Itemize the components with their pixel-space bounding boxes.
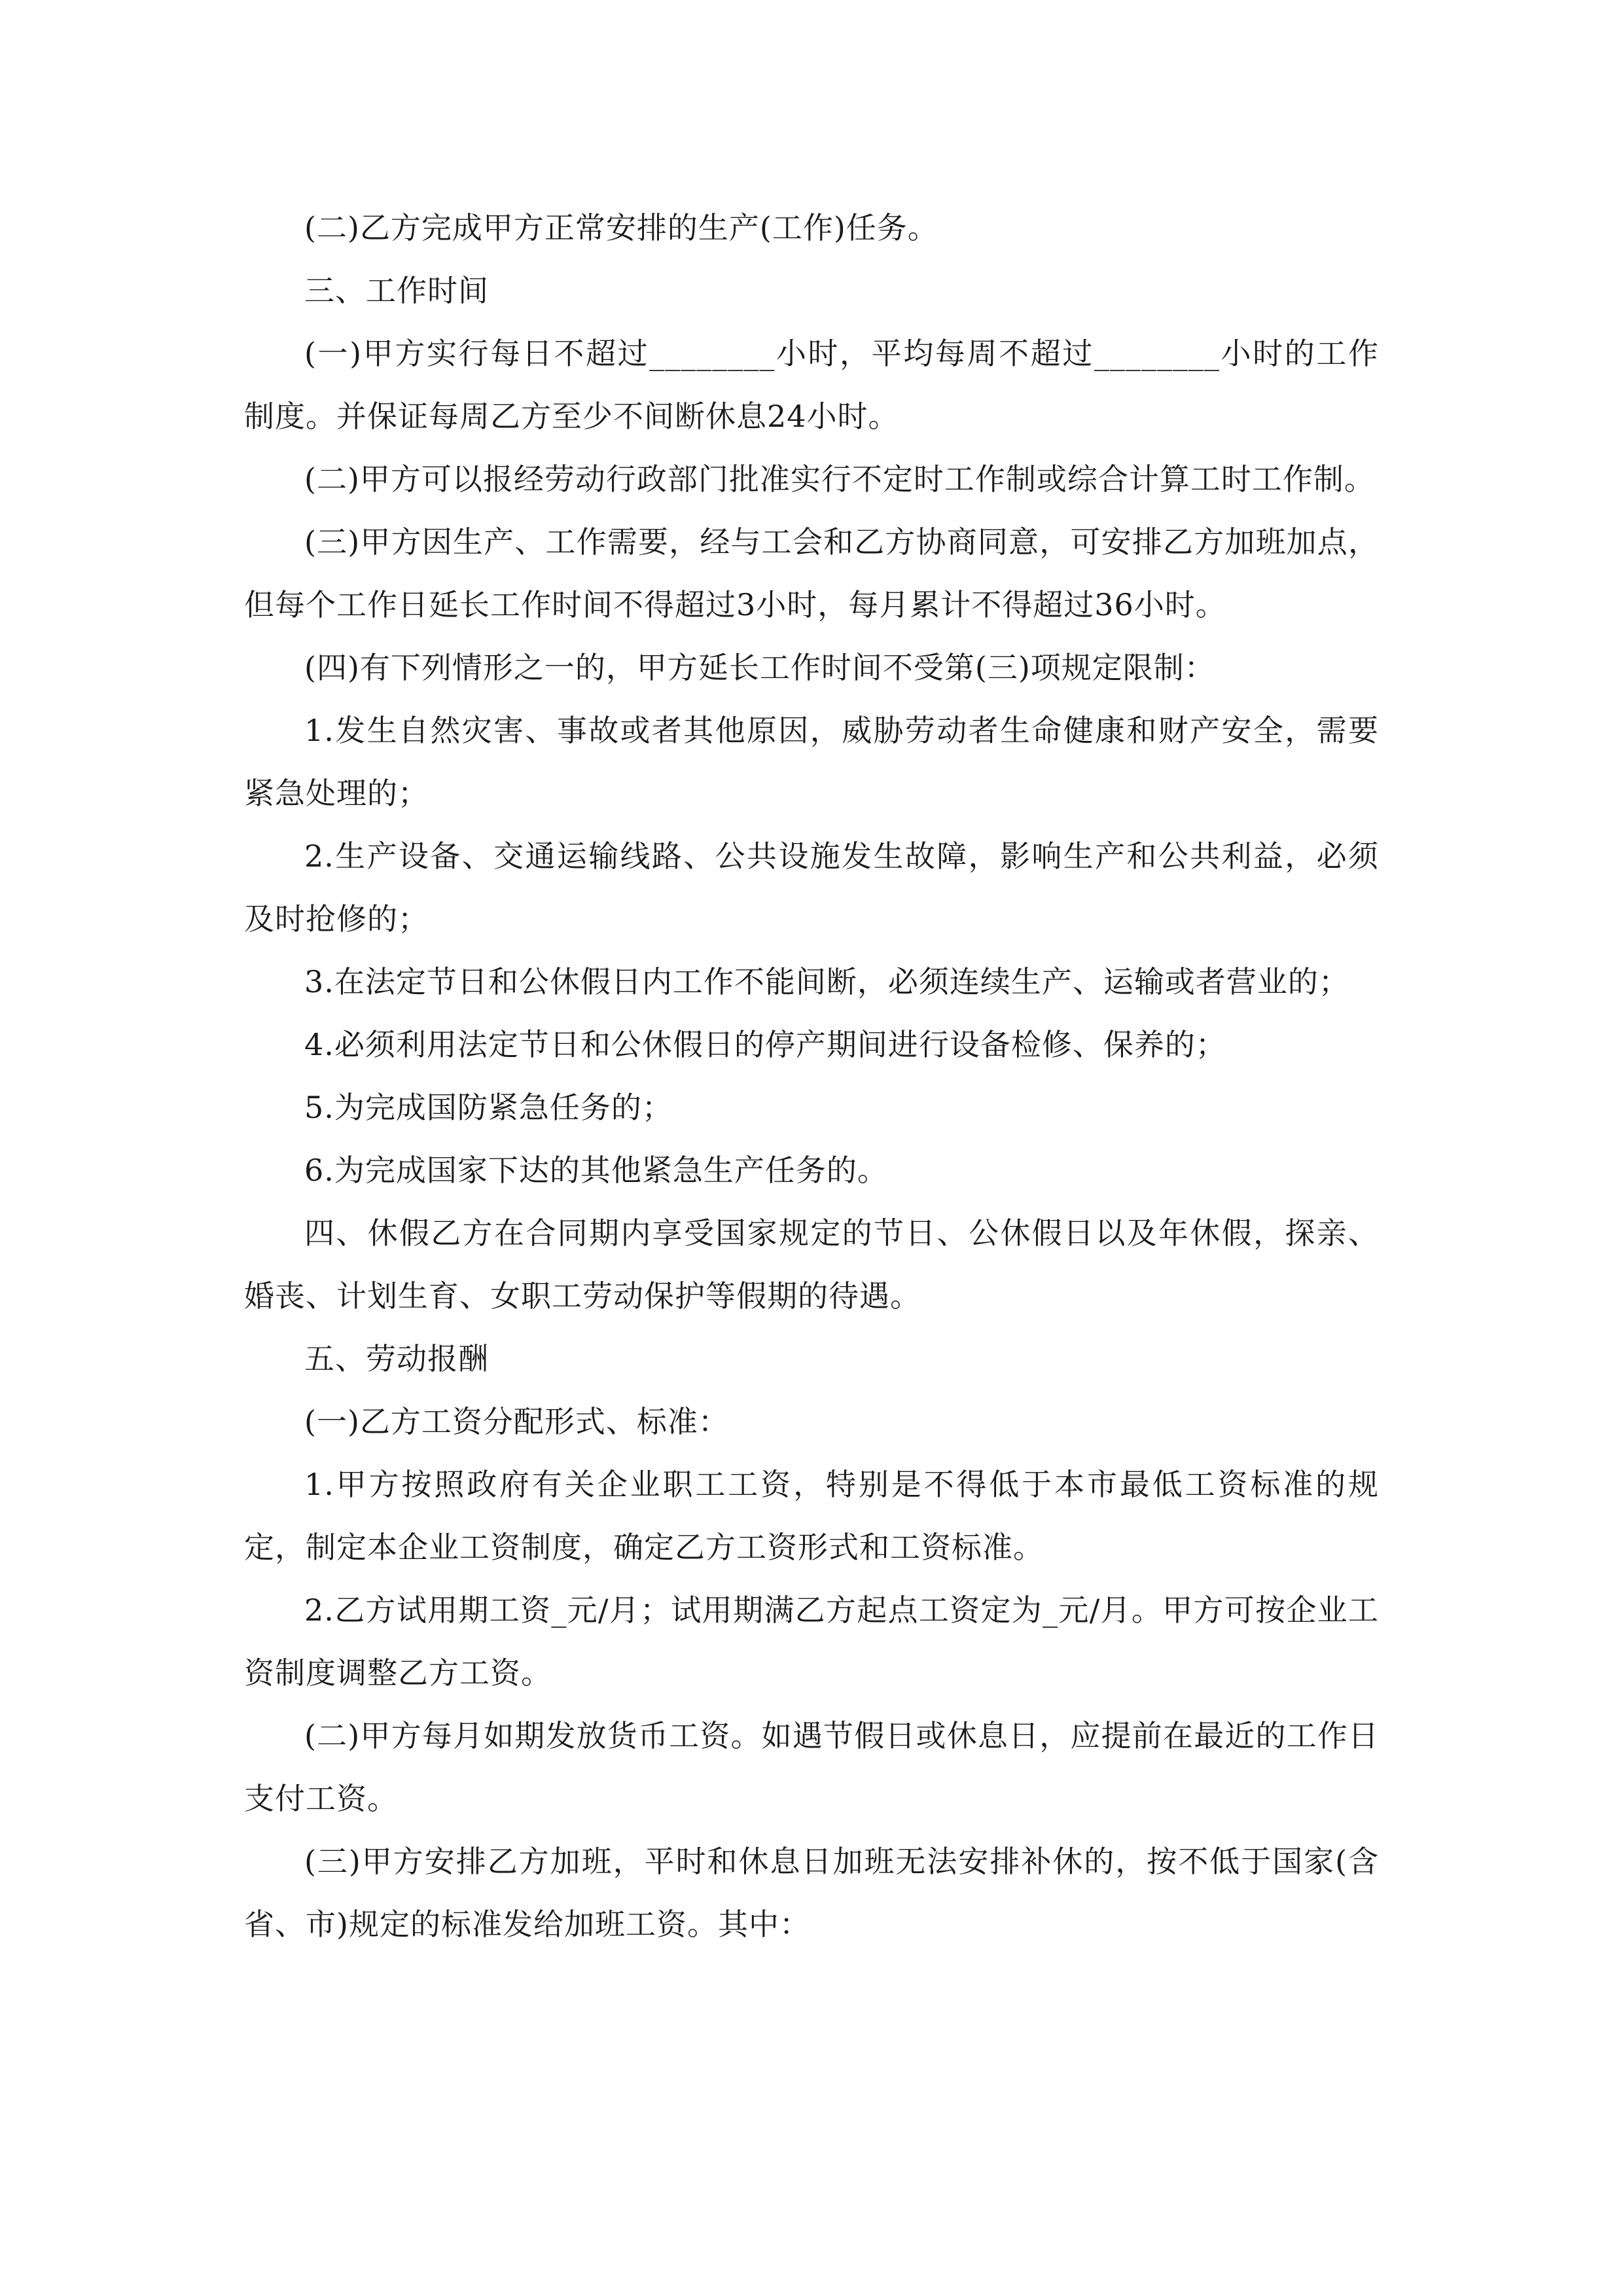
list-item-exception-4: 4.必须利用法定节日和公休假日的停产期间进行设备检修、保养的； <box>304 1027 1226 1062</box>
list-item-exception-3: 3.在法定节日和公休假日内工作不能间断，必须连续生产、运输或者营业的； <box>304 964 1349 999</box>
paragraph-monthly-payment: (二)甲方每月如期发放货币工资。如遇节假日或休息日，应提前在最近的工作日支付工资。 <box>244 1718 1379 1816</box>
paragraph-overtime-exceptions: (四)有下列情形之一的，甲方延长工作时间不受第(三)项规定限制： <box>304 650 1215 685</box>
list-item-exception-1: 1.发生自然灾害、事故或者其他原因，威胁劳动者生命健康和财产安全，需要紧急处理的； <box>244 713 1379 811</box>
section-heading-remuneration: 五、劳动报酬 <box>304 1341 489 1376</box>
list-item-exception-5: 5.为完成国防紧急任务的； <box>304 1090 673 1125</box>
paragraph-overtime-pay: (三)甲方安排乙方加班，平时和休息日加班无法安排补休的，按不低于国家(含省、市)规定的标准发给加班工资。其中： <box>244 1844 1379 1942</box>
list-item-salary-1: 1.甲方按照政府有关企业职工工资，特别是不得低于本市最低工资标准的规定，制定本企业工资制度，确定乙方工资形式和工资标准。 <box>244 1467 1379 1565</box>
section-heading-working-hours: 三、工作时间 <box>304 273 489 308</box>
list-item-salary-2: 2.乙方试用期工资_元/月；试用期满乙方起点工资定为_元/月。甲方可按企业工资制度调整乙方工资。 <box>244 1592 1379 1691</box>
list-item-exception-2: 2.生产设备、交通运输线路、公共设施发生故障，影响生产和公共利益，必须及时抢修的； <box>244 838 1379 937</box>
paragraph-flexible-hours: (二)甲方可以报经劳动行政部门批准实行不定时工作制或综合计算工时工作制。 <box>304 461 1375 497</box>
paragraph-salary-form: (一)乙方工资分配形式、标准： <box>304 1404 729 1439</box>
paragraph-task-completion: (二)乙方完成甲方正常安排的生产(工作)任务。 <box>304 210 938 245</box>
paragraph-daily-hours: (一)甲方实行每日不超过________小时，平均每周不超过________小时的工作制度。并保证每周乙方至少不间断休息24小时。 <box>244 336 1379 434</box>
list-item-exception-6: 6.为完成国家下达的其他紧急生产任务的。 <box>304 1153 888 1188</box>
paragraph-overtime-limits: (三)甲方因生产、工作需要，经与工会和乙方协商同意，可安排乙方加班加点，但每个工作日延长工作时间不得超过3小时，每月累计不得超过36小时。 <box>244 524 1379 622</box>
document-body <box>244 196 1379 1956</box>
section-heading-leave: 四、休假乙方在合同期内享受国家规定的节日、公休假日以及年休假，探亲、婚丧、计划生育、女职工劳动保护等假期的待遇。 <box>244 1215 1379 1314</box>
